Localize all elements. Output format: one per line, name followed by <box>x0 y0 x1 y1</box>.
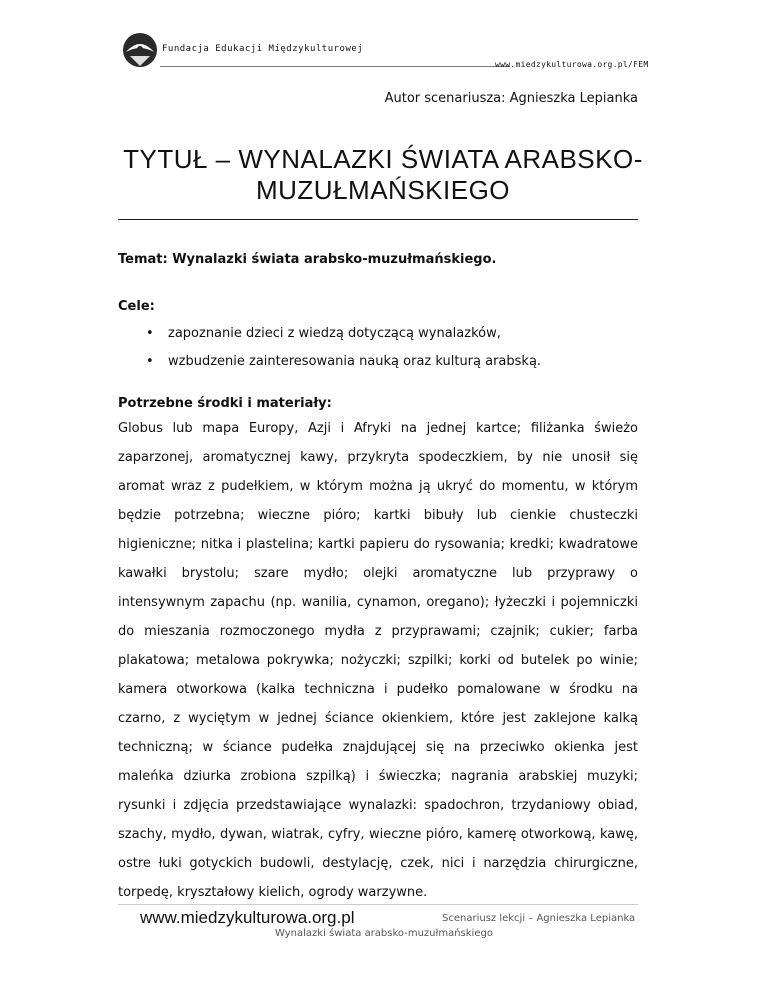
goal-text: zapoznanie dzieci z wiedzą dotyczącą wynalazków, <box>168 326 501 341</box>
org-name: Fundacja Edukacji Międzykulturowej <box>162 44 364 54</box>
footer-divider <box>118 904 638 905</box>
bullet: • <box>146 354 154 369</box>
page-title: TYTUŁ – WYNALAZKI ŚWIATA ARABSKO-MUZUŁMAŃSKIEGO <box>123 144 643 205</box>
goals-heading: Cele: <box>118 299 155 314</box>
title-underline <box>118 219 638 220</box>
footer-topic: Wynalazki świata arabsko-muzułmańskiego <box>275 928 493 939</box>
list-item <box>118 320 638 348</box>
materials-paragraph: Globus lub mapa Europy, Azji i Afryki na jednej kartce; filiżanka świeżo zaparzonej, aromatycznej kawy, przykryta spodeczkiem, by nie unosił się aromat wraz z pudełkiem, w którym można ją ukryć do momentu, w którym będzie potrzebna; wieczne pióro; kartki bibuły lub cienkie chusteczki higieniczne; nitka i plastelina; kartki papieru do rysowania; kredki; kwadratowe kawałki brystolu; szare mydło; olejki aromatyczne lub przyprawy o intensywnym zapachu (np. wanilia, cynamon, oregano); łyżeczki i pojemniczki do mieszania rozmoczonego mydła z przyprawami; czajnik; cukier; farba plakatowa; metalowa pokrywka; nożyczki; szpilki; korki od butelek po winie; kamera otworkowa (kalka techniczna i pudełko pomalowane w środku na czarno, z wyciętym w jednej ściance okienkiem, które jest zaklejone kalką techniczną; w ściance pudełka znajdującej się na przeciwko okienka jest maleńka dziurka zrobiona szpilką) i świeczka; nagrania arabskiej muzyki; rysunki i zdjęcia przedstawiające wynalazki: spadochron, trzydaniowy obiad, szachy, mydło, dywan, wiatrak, cyfry, wieczne pióro, kamerę otworkową, kawę, ostre łuki gotyckich budowli, destylację, czek, nici i narzędzia chirurgiczne, torpedę, kryształowy kielich, ogrody warzywne. <box>118 421 638 900</box>
goals-list <box>118 320 638 376</box>
foundation-logo-icon <box>120 30 160 70</box>
footer-author: Scenariusz lekcji – Agnieszka Lepianka <box>442 913 636 924</box>
bullet: • <box>146 326 154 341</box>
materials-heading: Potrzebne środki i materiały: <box>118 396 332 411</box>
header-divider <box>160 66 510 67</box>
topic-heading: Temat: Wynalazki świata arabsko-muzułmańskiego. <box>118 252 497 267</box>
author-line: Autor scenariusza: Agnieszka Lepianka <box>384 91 638 106</box>
list-item <box>118 348 638 376</box>
goal-text: wzbudzenie zainteresowania nauką oraz kulturą arabską. <box>168 354 542 369</box>
header-url[interactable]: www.miedzykulturowa.org.pl/FEM <box>495 60 649 69</box>
footer-url[interactable]: www.miedzykulturowa.org.pl <box>140 908 355 927</box>
